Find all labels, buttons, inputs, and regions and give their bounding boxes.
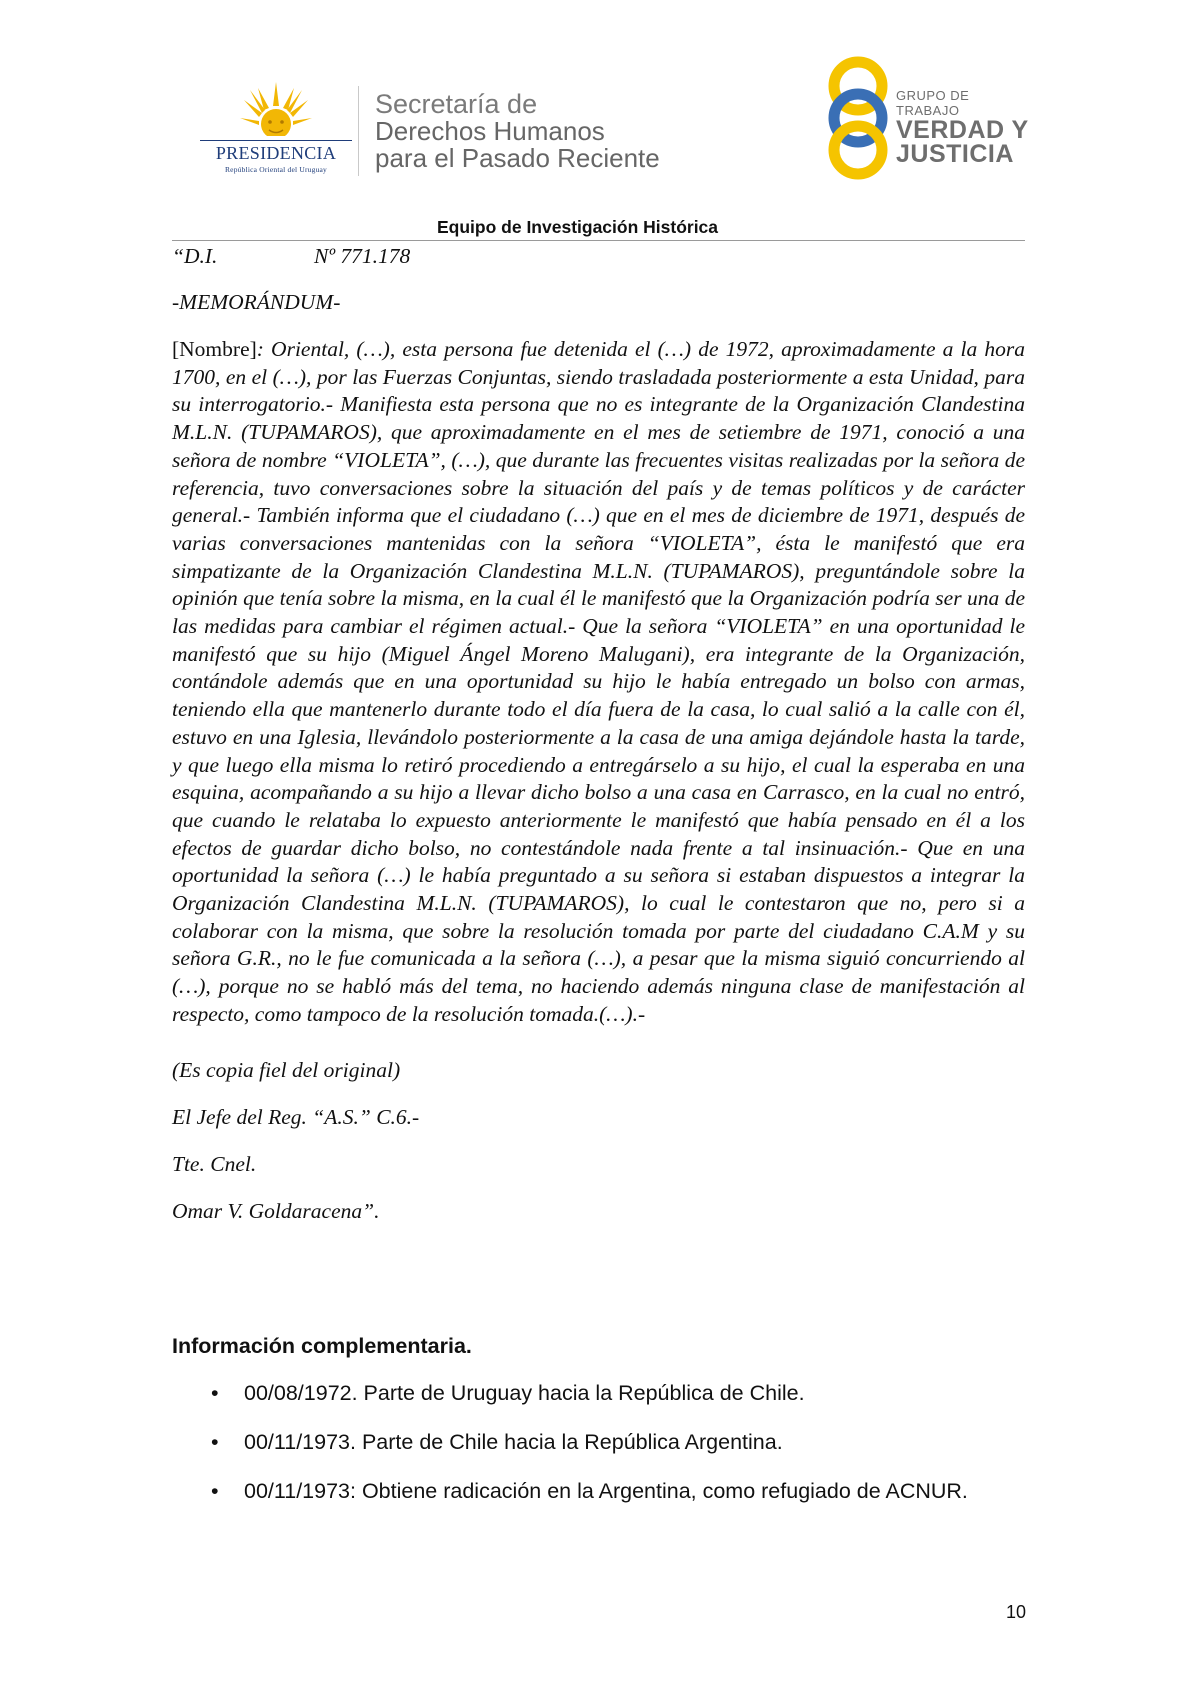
page-number: 10 (1006, 1602, 1027, 1622)
list-item-text: 00/11/1973: Obtiene radicación en la Argentina, como refugiado de ACNUR. (244, 1479, 968, 1503)
name-placeholder: [Nombre] (172, 337, 257, 361)
presidencia-rule (200, 140, 352, 141)
verdad-justicia-text (896, 88, 1032, 166)
signature-line-1: El Jefe del Reg. “A.S.” C.6.- (172, 1105, 420, 1129)
list-item (172, 1429, 1025, 1456)
justicia-label: JUSTICIA (896, 140, 1014, 168)
presidencia-name: PRESIDENCIA (215, 143, 337, 163)
list-item-text: 00/11/1973. Parte de Chile hacia la República Argentina. (244, 1430, 783, 1454)
memo-paragraph (172, 336, 1025, 1029)
secretaria-line-2: Derechos Humanos (375, 116, 605, 146)
verdad-justicia-logo (822, 56, 1032, 181)
team-rule (172, 240, 1025, 241)
bullet-icon: • (211, 1479, 219, 1503)
info-heading: Información complementaria. (172, 1334, 472, 1358)
list-item (172, 1380, 1025, 1407)
di-number: Nº 771.178 (314, 244, 411, 268)
bullet-icon: • (211, 1381, 219, 1405)
secretaria-line-1: Secretaría de (375, 89, 538, 119)
secretaria-line-3: para el Pasado Reciente (375, 143, 660, 173)
grupo-trabajo-label: GRUPO DE TRABAJO (896, 88, 970, 118)
di-label: “D.I. (172, 244, 218, 268)
copy-note: (Es copia fiel del original) (172, 1058, 401, 1082)
presidencia-logo (196, 80, 356, 180)
memo-text: : Oriental, (…), esta persona fue detenida el (…) de 1972, aproximadamente a la hora 1700, en el (…), por las Fuerzas Conjuntas, siendo trasladada posteriormente a esta Unidad, para su interrogatorio.- Manifiesta esta persona que no es integrante de la Organización Clandestina M.L.N. (TUPAMAROS), que aproximadamente en el mes de setiembre de 1971, conoció a una señora de nombre “VIOLETA”, (…), que durante las frecuentes visitas realizadas por la señora de referencia, tuvo conversaciones sobre la situación del país y de temas políticos y de carácter general.- También informa que el ciudadano (…) que en el mes de diciembre de 1971, después de varias conversaciones mantenidas con la señora “VIOLETA”, ésta le manifestó que era simpatizante de la Organización Clandestina M.L.N. (TUPAMAROS), preguntándole sobre la opinión que tenía sobre la misma, en la cual él le manifestó que la Organización podría ser una de las medidas para cambiar el régimen actual.- Que la señora “VIOLETA” en una oportunidad le manifestó que su hijo (Miguel Ángel Moreno Malugani), era integrante de la Organización, contándole además que en una oportunidad su hijo le había entregado un bolso con armas, teniendo ella que mantenerlo durante todo el día fuera de la casa, lo cual salió a la calle con él, estuvo en una Iglesia, llevándolo posteriormente a la casa de una amiga dejándole hasta la tarde, y que luego ella misma lo retiró procediendo a entregárselo a su hijo, el cual la esperaba en una esquina, acompañando a su hijo a llevar dicho bolso a una casa en Carrasco, en la cual no entró, que cuando le relataba lo expuesto anteriormente le manifestó que había pensado en él a los efectos de guardar dicho bolso, no contestándole nada frente a tal insinuación.- Que en una oportunidad la señora (…) le había preguntado a su señora si estaban dispuestos a integrar la Organización Clandestina M.L.N. (TUPAMAROS), lo cual le contestaron que no, pero si a colaborar con la misma, que sobre la resolución tomada por parte del ciudadano C.A.M y su señora G.R., no le fue comunicada a la señora (…), a pesar que la misma siguió concurriendo al (…), porque no se habló más del tema, no haciendo además ninguna clase de manifestación al respecto, como tampoco de la resolución tomada.(…).- (172, 337, 1025, 1026)
signature-line-2: Tte. Cnel. (172, 1152, 257, 1176)
signature-line-3: Omar V. Goldaracena”. (172, 1199, 380, 1223)
presidencia-subtitle: República Oriental del Uruguay (224, 165, 327, 174)
info-list (172, 1380, 1025, 1527)
secretaria-title (375, 90, 660, 172)
verdad-label: VERDAD Y (896, 116, 1029, 144)
page-header (0, 0, 1190, 200)
header-divider (358, 86, 359, 176)
rings-icon (822, 56, 894, 181)
memo-title: -MEMORÁNDUM- (172, 290, 341, 314)
list-item (172, 1478, 1025, 1505)
team-heading: Equipo de Investigación Histórica (437, 217, 719, 237)
bullet-icon: • (211, 1430, 219, 1454)
di-line (172, 244, 411, 269)
sun-icon (238, 80, 314, 140)
list-item-text: 00/08/1972. Parte de Uruguay hacia la República de Chile. (244, 1381, 805, 1405)
